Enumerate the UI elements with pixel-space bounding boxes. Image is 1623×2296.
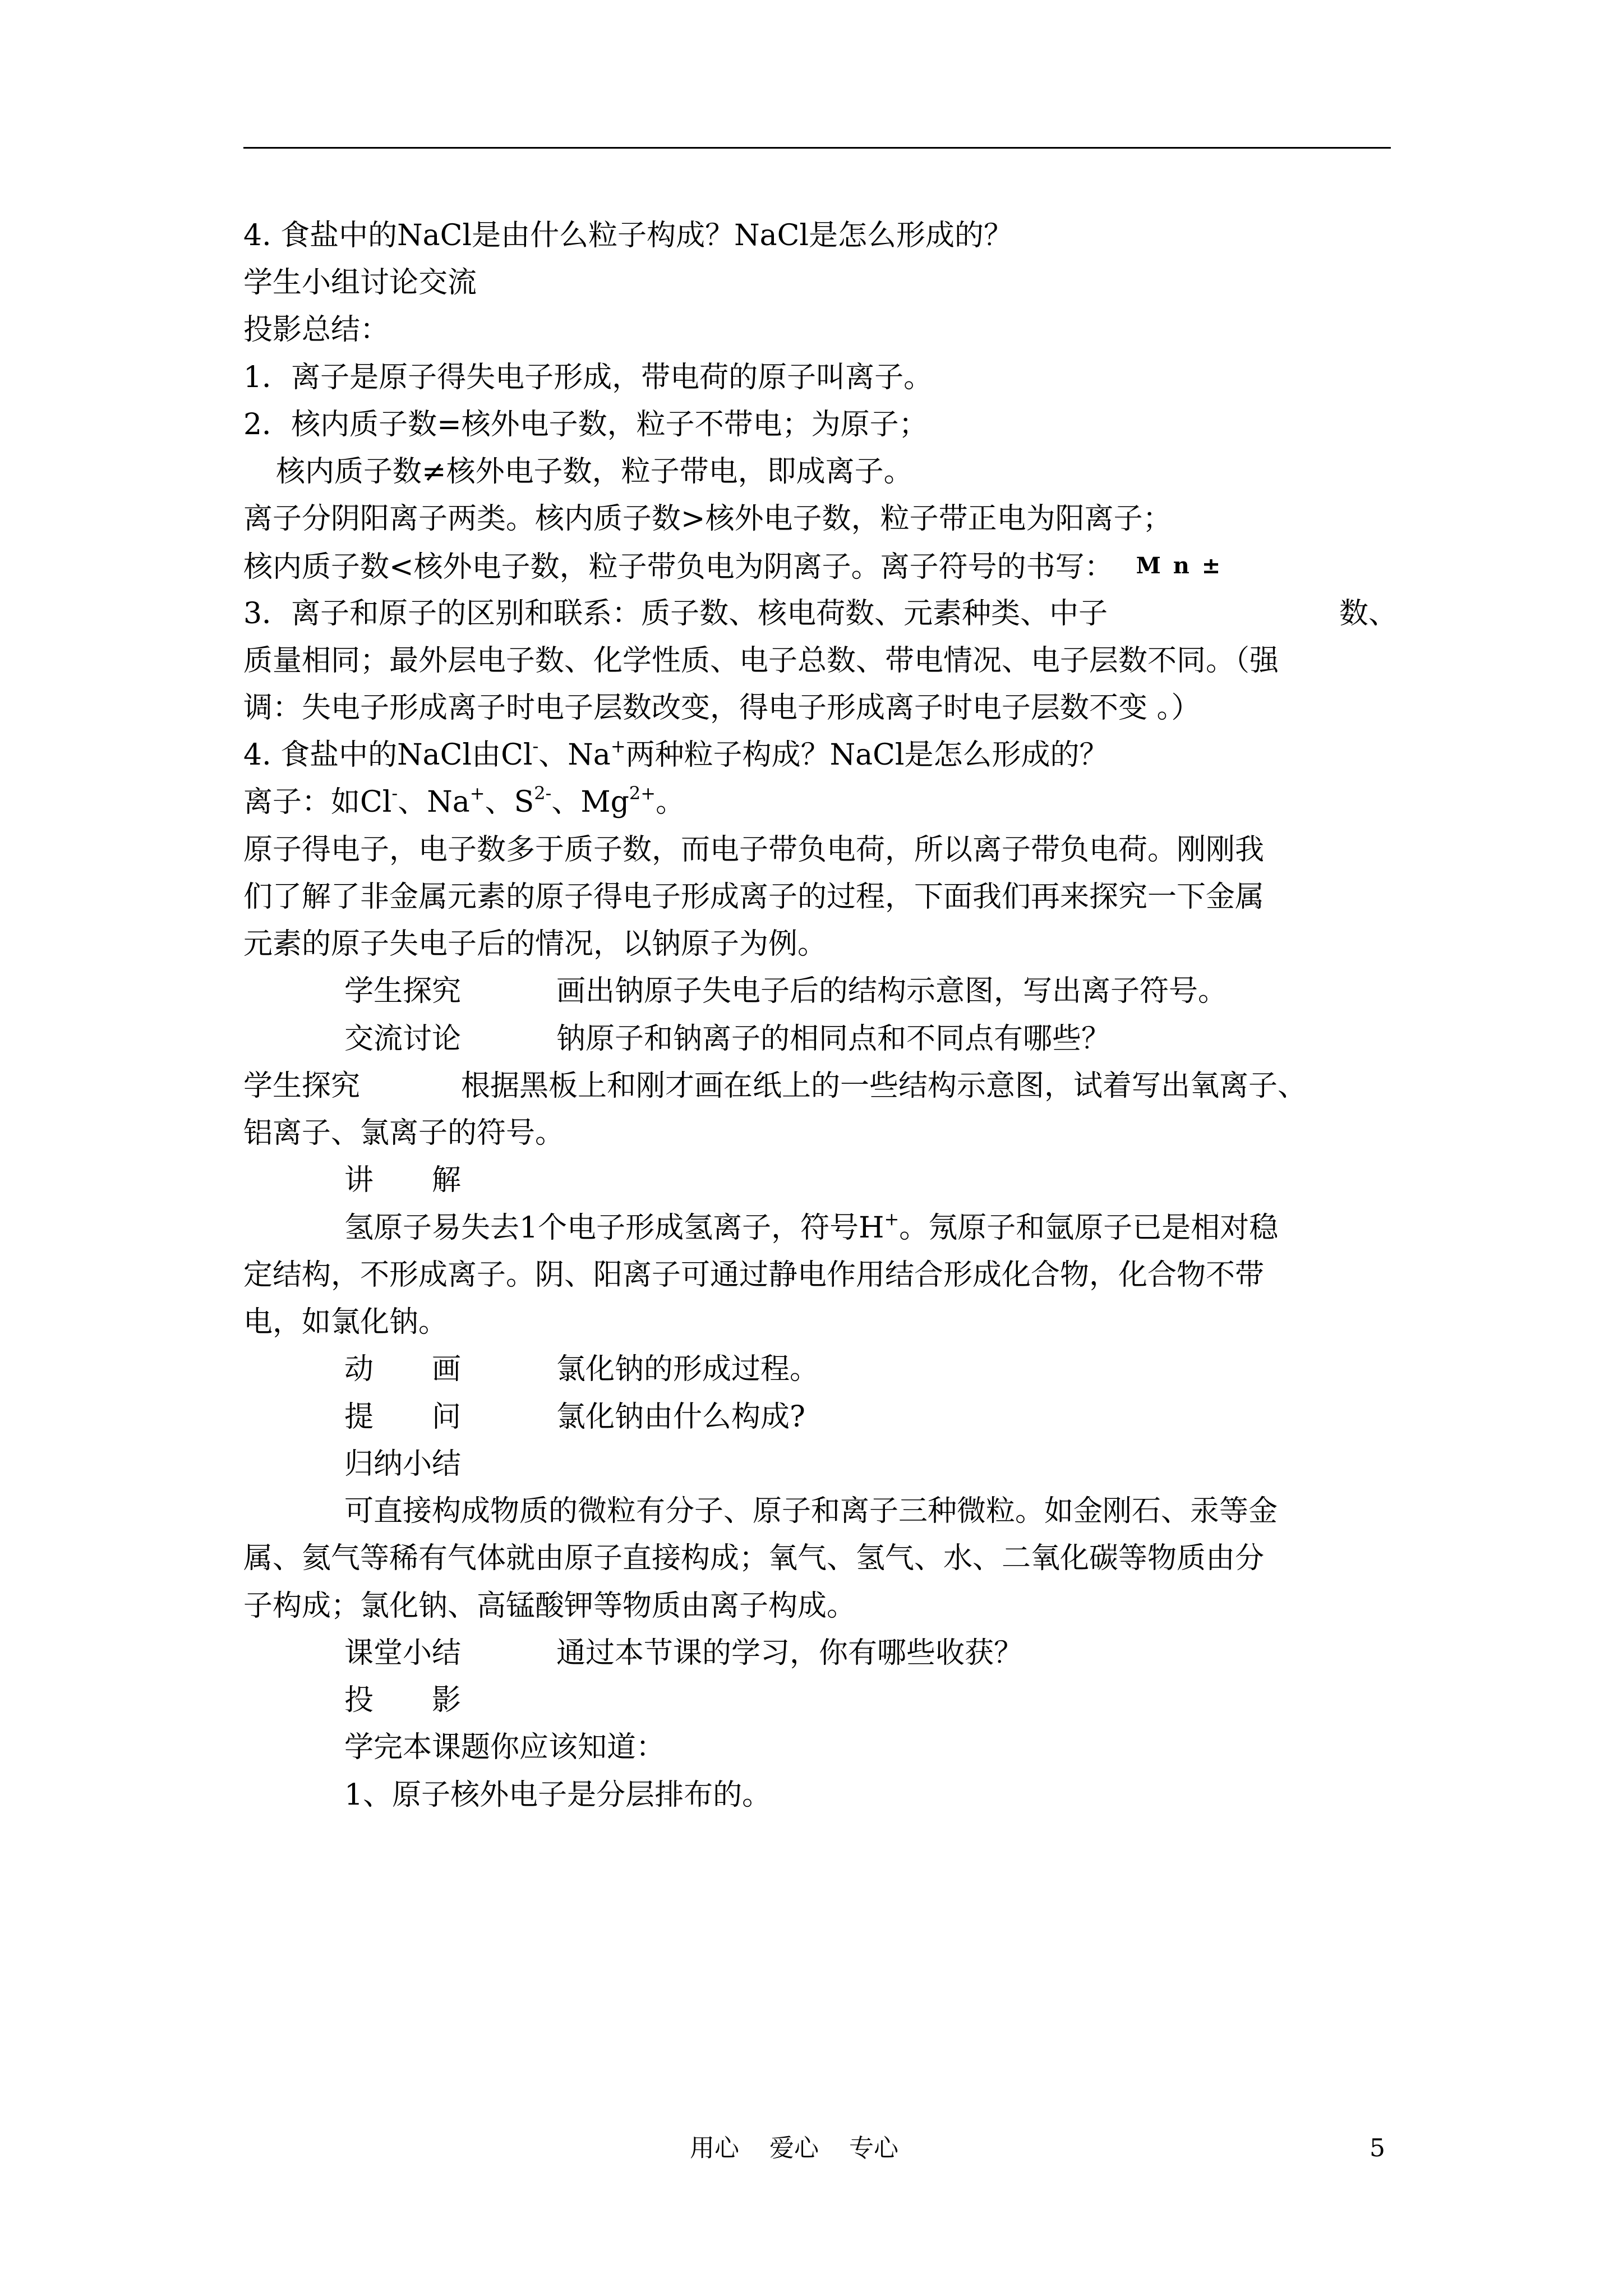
summary-point-3b: 质量相同；最外层电子数、化学性质、电子总数、带电情况、电子层数不同。（强 xyxy=(243,644,1279,678)
nacl-sup1: - xyxy=(532,735,539,757)
ion-symbol-text: 核内质子数<核外电子数，粒子带负电为阴离子。离子符号的书写： xyxy=(243,550,1114,584)
ionex-c: 、S xyxy=(485,785,534,819)
section-student-explore-2b: 铝离子、氯离子的符号。 xyxy=(243,1116,565,1150)
summary-point-2b: 核内质子数≠核外电子数，粒子带电，即成离子。 xyxy=(276,455,913,489)
ionex-e: 。 xyxy=(656,785,685,819)
ionex-s4: 2+ xyxy=(629,783,656,804)
learning-goal-1: 1、原子核外电子是分层排布的。 xyxy=(344,1778,772,1812)
page-number: 5 xyxy=(1370,2134,1385,2162)
ionex-s1: - xyxy=(391,783,398,804)
ionex-s2: + xyxy=(469,783,485,804)
section-label: 动 画 xyxy=(344,1352,462,1386)
section-label: 交流讨论 xyxy=(344,1022,462,1056)
section-question xyxy=(344,1393,1494,1441)
hydrogen-line xyxy=(344,1204,1494,1251)
question-4: 4. 食盐中的NaCl是由什么粒子构成？NaCl是怎么形成的？ xyxy=(243,219,1013,252)
ion-examples-line xyxy=(243,779,1393,826)
paragraph-line: 元素的原子失电子后的情况，以钠原子为例。 xyxy=(243,927,827,961)
summary-point-3c: 调：失电子形成离子时电子层数改变，得电子形成离子时电子层数不变 。） xyxy=(243,691,1201,725)
paragraph-line: 可直接构成物质的微粒有分子、原子和离子三种微粒。如金刚石、汞等金 xyxy=(344,1494,1278,1528)
student-discussion: 学生小组讨论交流 xyxy=(243,266,477,300)
ionex-b: 、Na xyxy=(398,785,470,819)
summary-point-1: 1．离子是原子得失电子形成，带电荷的原子叫离子。 xyxy=(243,361,933,394)
section-label: 提 问 xyxy=(344,1400,462,1434)
section-explain: 讲 解 xyxy=(344,1163,462,1197)
hydrogen-sup: + xyxy=(884,1208,900,1230)
ion-types-line: 离子分阴阳离子两类。核内质子数>核外电子数，粒子带正电为阳离子； xyxy=(243,502,1172,536)
footer-motto: 用心 爱心 专心 xyxy=(690,2134,898,2162)
induction-summary: 归纳小结 xyxy=(344,1447,462,1481)
ionex-a: 离子：如Cl xyxy=(243,785,392,819)
section-student-explore-2 xyxy=(243,1062,1393,1110)
hydrogen-a: 氢原子易失去1个电子形成氢离子，符号H xyxy=(344,1211,884,1245)
summary-point-2: 2．核内质子数=核外电子数，粒子不带电；为原子； xyxy=(243,408,928,441)
section-text: 氯化钠由什么构成? xyxy=(556,1400,805,1434)
summary-point-3-text: 3．离子和原子的区别和联系：质子数、核电荷数、元素种类、中子 xyxy=(243,597,1108,631)
nacl-c: 两种粒子构成？NaCl是怎么形成的？ xyxy=(625,738,1109,772)
section-class-summary xyxy=(344,1630,1494,1677)
paragraph-line: 电，如氯化钠。 xyxy=(243,1305,448,1339)
section-discussion xyxy=(344,1015,1494,1062)
learning-goals-heading: 学完本课题你应该知道： xyxy=(344,1731,666,1764)
ion-symbol: M n ± xyxy=(1136,553,1223,579)
nacl-b: 、Na xyxy=(538,738,611,772)
ionex-s3: 2- xyxy=(534,783,552,804)
section-text: 画出钠原子失电子后的结构示意图，写出离子符号。 xyxy=(556,974,1228,1008)
section-label: 课堂小结 xyxy=(344,1636,462,1670)
section-projection: 投 影 xyxy=(344,1683,462,1717)
hydrogen-b: 。氖原子和氩原子已是相对稳 xyxy=(899,1211,1279,1245)
summary-point-3 xyxy=(243,590,1398,637)
summary-heading: 投影总结： xyxy=(243,313,390,347)
section-text: 根据黑板上和刚才画在纸上的一些结构示意图，试着写出氧离子、 xyxy=(461,1069,1307,1103)
nacl-sup2: + xyxy=(610,735,626,757)
section-text: 钠原子和钠离子的相同点和不同点有哪些？ xyxy=(556,1022,1111,1056)
nacl-composition-line xyxy=(243,731,1393,779)
section-student-explore xyxy=(344,968,1494,1015)
ionex-d: 、Mg xyxy=(551,785,629,819)
paragraph-line: 定结构，不形成离子。阴、阳离子可通过静电作用结合形成化合物，化合物不带 xyxy=(243,1258,1265,1292)
nacl-a: 4. 食盐中的NaCl由Cl xyxy=(243,738,533,772)
summary-point-3-tail: 数、 xyxy=(1339,597,1398,631)
section-text: 氯化钠的形成过程。 xyxy=(556,1352,819,1386)
header-rule xyxy=(243,147,1391,149)
section-label: 学生探究 xyxy=(243,1069,361,1103)
section-label: 学生探究 xyxy=(344,974,462,1008)
paragraph-line: 属、氦气等稀有气体就由原子直接构成；氧气、氢气、水、二氧化碳等物质由分 xyxy=(243,1542,1265,1575)
paragraph-line: 子构成；氯化钠、高锰酸钾等物质由离子构成。 xyxy=(243,1589,856,1623)
paragraph-line: 原子得电子，电子数多于质子数，而电子带负电荷，所以离子带负电荷。刚刚我 xyxy=(243,833,1265,867)
paragraph-line: 们了解了非金属元素的原子得电子形成离子的过程，下面我们再来探究一下金属 xyxy=(243,880,1265,914)
section-animation xyxy=(344,1346,1494,1393)
section-text: 通过本节课的学习，你有哪些收获？ xyxy=(556,1636,1023,1670)
ion-symbol-line xyxy=(243,542,1393,590)
